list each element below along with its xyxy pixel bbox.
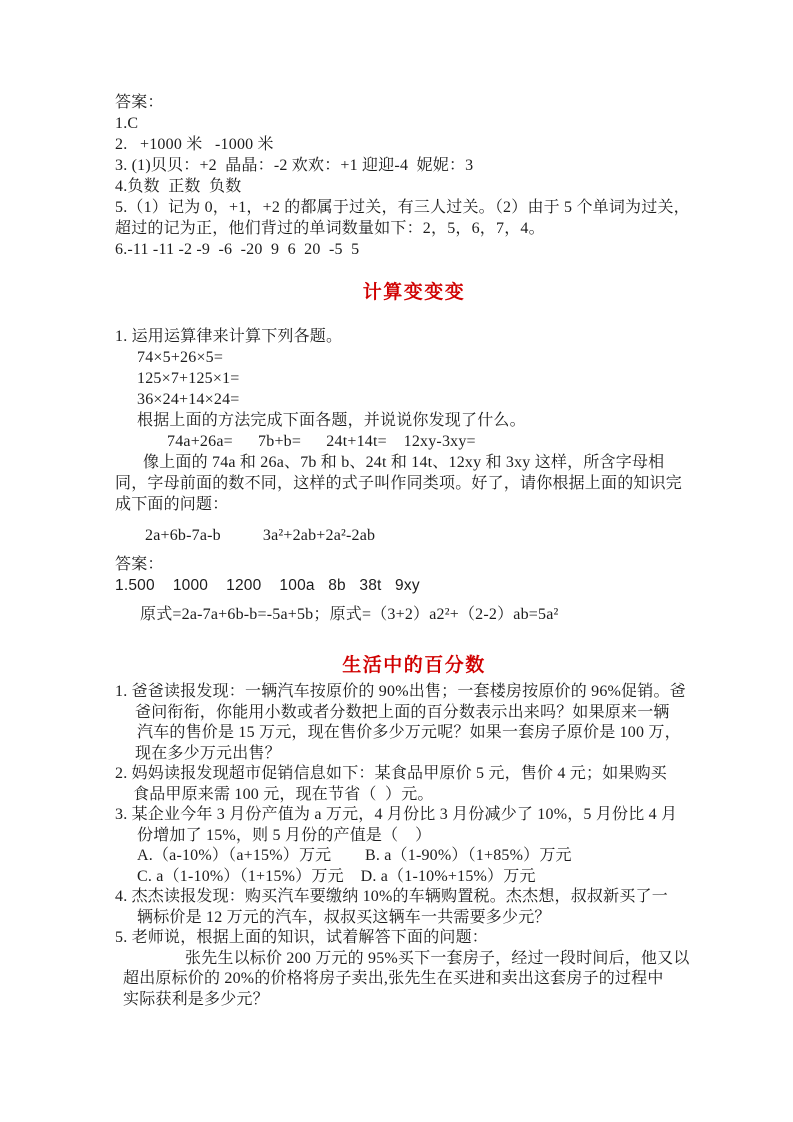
equation-line: 125×7+125×1= [137,370,240,387]
equation-line: 74×5+26×5= [137,349,224,366]
problem-line: 份增加了 15%，则 5 月份的产值是（ ） [137,826,432,844]
problem-line: 1. 爸爸读报发现：一辆汽车按原价的 90%出售；一套楼房按原价的 96%促销。爸 [115,683,686,700]
text-line: 3. (1)贝贝：+2 晶晶：-2 欢欢：+1 迎迎-4 妮妮：3 [115,157,474,174]
equation-line: 74a+26a= 7b+b= 24t+14t= 12xy-3xy= [167,433,476,450]
option-line: C. a（1-10%）（1+15%）万元 D. a（1-10%+15%）万元 [137,867,536,885]
problem-line: 食品甲原来需 100 元，现在节省（ ）元。 [133,785,434,803]
section-heading-percent: 生活中的百分数 [342,655,486,676]
problem-line: 汽车的售价是 15 万元，现在售价多少万元呢？如果一套房子原价是 100 万， [137,724,681,741]
equation-line: 2a+6b-7a-b 3a²+2ab+2a²-2ab [145,527,376,544]
problem-line: 2. 妈妈读报发现超市促销信息如下：某食品甲原价 5 元，售价 4 元；如果购买 [115,765,668,782]
text-line: 4.负数 正数 负数 [115,178,242,195]
text-line: 成下面的问题： [115,496,229,513]
answers-label: 答案： [115,94,164,111]
section-calculation [115,282,695,625]
equation-line: 36×24+14×24= [137,391,240,408]
section-heading-calc: 计算变变变 [362,282,466,303]
problem-line: 1. 运用运算律来计算下列各题。 [115,328,343,345]
problem-line: 3. 某企业今年 3 月份产值为 a 万元，4 月份比 3 月份减少了 10%，5 月份比 4 月 [115,806,678,823]
option-line: A.（a-10%）（a+15%）万元 B. a（1-90%）（1+85%）万元 [137,847,572,864]
document-content [115,92,695,1010]
text-line: 同，字母前面的数不同，这样的式子叫作同类项。好了，请你根据上面的知识完 [115,475,683,492]
text-line: 2. +1000 米 -1000 米 [115,136,274,153]
problem-line: 4. 杰杰读报发现：购买汽车要缴纳 10%的车辆购置税。杰杰想，叔叔新买了一 [115,888,668,905]
text-line: 1.C [115,115,139,132]
problem-line: 根据上面的方法完成下面各题，并说说你发现了什么。 [137,412,526,429]
text-line: 像上面的 74a 和 26a、7b 和 b、24t 和 14t、12xy 和 3xy 这样，所含字母相 [143,454,665,471]
problem-line: 辆标价是 12 万元的汽车，叔叔买这辆车一共需要多少元？ [137,908,551,926]
text-line: 5.（1）记为 0，+1，+2 的都属于过关，有三人过关。（2）由于 5 个单词为过关， [115,199,690,216]
problem-line: 实际获利是多少元？ [123,990,269,1008]
problem-line: 现在多少万元出售？ [135,744,281,762]
solution-line: 原式=2a-7a+6b-b=-5a+5b；原式=（3+2）a2²+（2-2）ab=5a² [140,606,559,623]
section-answers-negative-numbers [115,92,695,260]
answer-values-line: 1.500 1000 1200 100a 8b 38t 9xy [115,577,420,594]
problem-line: 爸问衔衔，你能用小数或者分数把上面的百分数表示出来吗？如果原来一辆 [135,703,670,721]
problem-line: 超出原标价的 20%的价格将房子卖出,张先生在买进和卖出这套房子的过程中 [123,970,664,987]
problem-line: 张先生以标价 200 万元的 95%买下一套房子，经过一段时间后，他又以 [185,949,690,967]
text-line: 超过的记为正，他们背过的单词数量如下：2，5，6，7，4。 [115,220,545,237]
problem-line: 5. 老师说，根据上面的知识，试着解答下面的问题： [115,929,489,946]
answers-label: 答案： [115,556,164,573]
section-percentages [115,655,695,1010]
text-line: 6.-11 -11 -2 -9 -6 -20 9 6 20 -5 5 [115,241,360,258]
